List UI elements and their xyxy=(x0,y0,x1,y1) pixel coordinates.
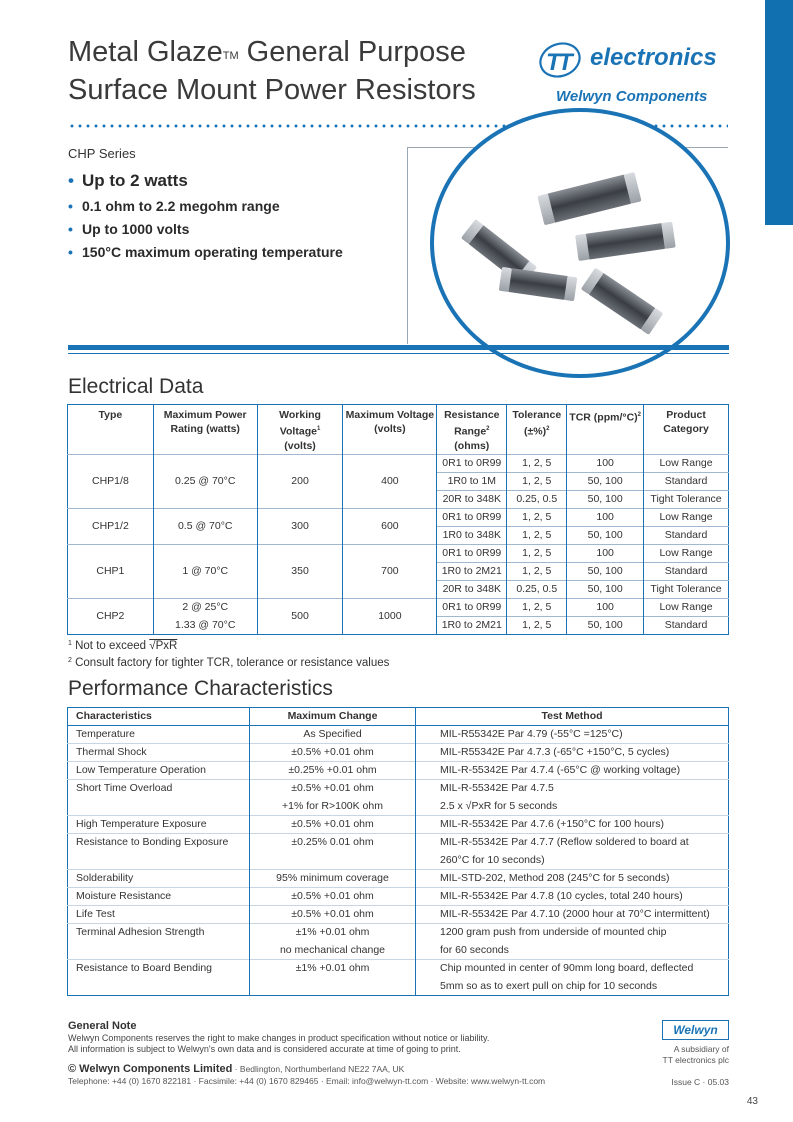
test-method-cell: MIL-R55342E Par 4.7.3 (-65°C +150°C, 5 cycles) xyxy=(416,744,729,762)
section-divider-thin xyxy=(68,353,729,354)
test-method-cell: MIL-R-55342E Par 4.7.10 (2000 hour at 70°C intermittent) xyxy=(416,906,729,924)
column-header: Maximum Power Rating (watts) xyxy=(153,405,257,455)
power-cell: 1 @ 70°C xyxy=(153,545,257,599)
table-row xyxy=(68,599,729,617)
product-photo xyxy=(430,108,730,378)
footnote-ref: 2 xyxy=(486,426,490,432)
max-change-cell xyxy=(250,852,416,870)
max-voltage-cell: 400 xyxy=(343,455,437,509)
test-method-cell: 5mm so as to exert pull on chip for 10 seconds xyxy=(440,979,658,992)
contact-line: Telephone: +44 (0) 1670 822181 · Facsimile: +44 (0) 1670 829465 · Email: info@welwyn-tt.com · Website: www.welwyn-tt.com xyxy=(68,1076,546,1086)
characteristic-cell xyxy=(68,942,250,960)
characteristic-cell: Moisture Resistance xyxy=(68,888,250,906)
header-text: Tolerance (±%) xyxy=(512,409,562,438)
max-change-cell: ±0.5% +0.01 ohm xyxy=(250,906,416,924)
column-header xyxy=(437,405,507,455)
subsidiary-line: TT electronics plc xyxy=(662,1055,729,1065)
footnote-marker: 2 xyxy=(68,657,72,664)
footnote-1 xyxy=(68,640,177,652)
characteristic-cell xyxy=(68,852,250,870)
test-method-cell: MIL-R-55342E Par 4.7.4 (-65°C @ working voltage) xyxy=(416,762,729,780)
footnote-ref: 1 xyxy=(316,426,321,432)
column-header: Test Method xyxy=(416,708,729,726)
column-header xyxy=(567,405,644,455)
max-change-cell: ±1% +0.01 ohm xyxy=(250,960,416,978)
category-cell: Standard xyxy=(644,527,729,545)
header-text: TCR (ppm/°C) xyxy=(569,411,638,424)
table-row xyxy=(68,870,729,888)
tcr-cell: 100 xyxy=(567,545,644,563)
max-change-cell: no mechanical change xyxy=(250,942,416,960)
table-row xyxy=(68,978,729,996)
max-change-cell: ±0.25% +0.01 ohm xyxy=(250,762,416,780)
test-method-cell: 2.5 x √PxR for 5 seconds xyxy=(440,799,558,812)
category-cell: Standard xyxy=(644,617,729,635)
tcr-cell: 100 xyxy=(567,509,644,527)
sqrt-formula: √PxR xyxy=(149,640,178,652)
type-cell: CHP2 xyxy=(68,599,154,635)
header-text: (volts) xyxy=(284,439,316,452)
column-header: Type xyxy=(68,405,154,455)
characteristic-cell: Resistance to Bonding Exposure xyxy=(68,834,250,852)
table-header-row xyxy=(68,405,729,455)
characteristic-cell: Temperature xyxy=(68,726,250,744)
max-voltage-cell: 1000 xyxy=(343,599,437,635)
working-voltage-cell: 200 xyxy=(257,455,343,509)
max-change-cell: ±0.5% +0.01 ohm xyxy=(250,744,416,762)
range-cell: 1R0 to 2M21 xyxy=(437,563,507,581)
tcr-cell: 50, 100 xyxy=(567,473,644,491)
test-method-cell: 260°C for 10 seconds) xyxy=(440,853,545,866)
max-change-cell: As Specified xyxy=(250,726,416,744)
test-method-cell: 1200 gram push from underside of mounted chip xyxy=(416,924,729,942)
category-cell: Low Range xyxy=(644,509,729,527)
svg-text:T: T xyxy=(546,49,561,76)
general-note-title: General Note xyxy=(68,1020,137,1032)
range-cell: 20R to 348K xyxy=(437,581,507,599)
trademark: TM xyxy=(222,50,239,62)
characteristic-cell: Terminal Adhesion Strength xyxy=(68,924,250,942)
range-cell: 1R0 to 1M xyxy=(437,473,507,491)
tcr-cell: 50, 100 xyxy=(567,617,644,635)
power-cell: 1.33 @ 70°C xyxy=(153,617,257,635)
company-name: © Welwyn Components Limited xyxy=(68,1063,233,1075)
column-header: Maximum Voltage (volts) xyxy=(343,405,437,455)
tolerance-cell: 0.25, 0.5 xyxy=(507,581,567,599)
footnote-ref: 2 xyxy=(637,412,641,418)
performance-heading: Performance Characteristics xyxy=(68,677,333,700)
table-row xyxy=(68,888,729,906)
electrical-data-table xyxy=(67,404,729,635)
page-number: 43 xyxy=(746,1096,758,1107)
table-row xyxy=(68,852,729,870)
category-cell: Low Range xyxy=(644,455,729,473)
performance-table xyxy=(67,707,729,996)
characteristic-cell: Resistance to Board Bending xyxy=(68,960,250,978)
working-voltage-cell: 500 xyxy=(257,599,343,635)
characteristic-cell: High Temperature Exposure xyxy=(68,816,250,834)
page-title xyxy=(68,33,476,109)
table-row xyxy=(68,816,729,834)
section-tab xyxy=(765,0,793,225)
tolerance-cell: 1, 2, 5 xyxy=(507,617,567,635)
column-header xyxy=(507,405,567,455)
table-row xyxy=(68,762,729,780)
test-method-cell: MIL-R-55342E Par 4.7.8 (10 cycles, total 240 hours) xyxy=(416,888,729,906)
tolerance-cell: 1, 2, 5 xyxy=(507,473,567,491)
max-change-cell: ±0.5% +0.01 ohm xyxy=(250,888,416,906)
subsidiary-note xyxy=(640,1044,729,1066)
type-cell: CHP1/2 xyxy=(68,509,154,545)
feature-item: • Up to 2 watts xyxy=(68,170,343,192)
max-voltage-cell: 700 xyxy=(343,545,437,599)
column-header: Maximum Change xyxy=(250,708,416,726)
general-note-line: All information is subject to Welwyn's own data and is considered accurate at time of going to print. xyxy=(68,1044,461,1054)
company-line xyxy=(68,1063,404,1075)
feature-item: • 0.1 ohm to 2.2 megohm range xyxy=(68,195,343,218)
working-voltage-cell: 350 xyxy=(257,545,343,599)
table-row xyxy=(68,798,729,816)
logo-subtitle: Welwyn Components xyxy=(556,88,708,105)
tcr-cell: 50, 100 xyxy=(567,563,644,581)
category-cell: Tight Tolerance xyxy=(644,491,729,509)
tolerance-cell: 1, 2, 5 xyxy=(507,563,567,581)
category-cell: Low Range xyxy=(644,545,729,563)
table-row xyxy=(68,509,729,527)
series-label: CHP Series xyxy=(68,146,136,161)
test-method-cell: for 60 seconds xyxy=(440,943,509,956)
max-voltage-cell: 600 xyxy=(343,509,437,545)
table-row xyxy=(68,924,729,942)
test-method-cell: MIL-R-55342E Par 4.7.5 xyxy=(416,780,729,798)
test-method-cell: MIL-STD-202, Method 208 (245°C for 5 seconds) xyxy=(416,870,729,888)
range-cell: 20R to 348K xyxy=(437,491,507,509)
column-header: Product Category xyxy=(663,409,709,435)
feature-item: • Up to 1000 volts xyxy=(68,218,343,241)
range-cell: 0R1 to 0R99 xyxy=(437,545,507,563)
max-change-cell: ±1% +0.01 ohm xyxy=(250,924,416,942)
tcr-cell: 50, 100 xyxy=(567,581,644,599)
footnote-ref: 2 xyxy=(546,426,550,432)
characteristic-cell: Solderability xyxy=(68,870,250,888)
feature-list xyxy=(68,170,343,264)
title-line-2: Surface Mount Power Resistors xyxy=(68,74,476,106)
category-cell: Low Range xyxy=(644,599,729,617)
table-row xyxy=(68,780,729,798)
footnote-2 xyxy=(68,657,389,669)
range-cell: 0R1 to 0R99 xyxy=(437,455,507,473)
test-method-cell: MIL-R-55342E Par 4.7.7 (Reflow soldered to board at xyxy=(416,834,729,852)
logo-brand: electronics xyxy=(590,44,717,71)
category-cell: Standard xyxy=(644,473,729,491)
tcr-cell: 100 xyxy=(567,599,644,617)
tolerance-cell: 1, 2, 5 xyxy=(507,527,567,545)
max-change-cell: ±0.5% +0.01 ohm xyxy=(250,780,416,798)
header-text: Resistance Range xyxy=(444,409,500,438)
range-cell: 0R1 to 0R99 xyxy=(437,509,507,527)
max-change-cell: ±0.25% 0.01 ohm xyxy=(250,834,416,852)
type-cell: CHP1 xyxy=(68,545,154,599)
table-row xyxy=(68,960,729,978)
general-note-line: Welwyn Components reserves the right to make changes in product specification without notice or liability. xyxy=(68,1033,490,1043)
tt-logo-icon xyxy=(538,40,586,80)
characteristic-cell: Low Temperature Operation xyxy=(68,762,250,780)
characteristic-cell xyxy=(68,798,250,816)
table-row xyxy=(68,726,729,744)
footnote-text: Not to exceed xyxy=(75,640,150,652)
issue-label: Issue C · 05.03 xyxy=(671,1077,729,1087)
welwyn-logo: Welwyn xyxy=(662,1020,729,1040)
characteristic-cell: Life Test xyxy=(68,906,250,924)
tt-electronics-logo xyxy=(538,40,730,112)
table-header-row xyxy=(68,708,729,726)
table-row xyxy=(68,942,729,960)
characteristic-cell xyxy=(68,978,250,996)
tolerance-cell: 1, 2, 5 xyxy=(507,455,567,473)
table-row xyxy=(68,744,729,762)
footnote-text: Consult factory for tighter TCR, tolerance or resistance values xyxy=(75,657,390,669)
max-change-cell: ±0.5% +0.01 ohm xyxy=(250,816,416,834)
column-header xyxy=(257,405,343,455)
header-text: (ohms) xyxy=(454,439,490,452)
tcr-cell: 50, 100 xyxy=(567,491,644,509)
column-header: Characteristics xyxy=(68,708,250,726)
max-change-cell xyxy=(250,978,416,996)
working-voltage-cell: 300 xyxy=(257,509,343,545)
power-cell: 0.25 @ 70°C xyxy=(153,455,257,509)
test-method-cell: MIL-R-55342E Par 4.7.6 (+150°C for 100 hours) xyxy=(416,816,729,834)
svg-text:T: T xyxy=(558,49,573,76)
header-text: Working Voltage xyxy=(279,409,321,438)
table-row xyxy=(68,906,729,924)
electrical-data-heading: Electrical Data xyxy=(68,375,204,398)
characteristic-cell: Thermal Shock xyxy=(68,744,250,762)
characteristic-cell: Short Time Overload xyxy=(68,780,250,798)
test-method-cell: Chip mounted in center of 90mm long board, deflected xyxy=(416,960,729,978)
section-divider xyxy=(68,345,729,350)
test-method-cell: MIL-R55342E Par 4.79 (-55°C =125°C) xyxy=(416,726,729,744)
range-cell: 1R0 to 348K xyxy=(437,527,507,545)
company-address: · Bedlington, Northumberland NE22 7AA, UK xyxy=(232,1064,405,1074)
table-row xyxy=(68,455,729,473)
range-cell: 0R1 to 0R99 xyxy=(437,599,507,617)
max-change-cell: +1% for R>100K ohm xyxy=(250,798,416,816)
tcr-cell: 100 xyxy=(567,455,644,473)
range-cell: 1R0 to 2M21 xyxy=(437,617,507,635)
category-cell: Standard xyxy=(644,563,729,581)
general-note-text xyxy=(68,1033,628,1055)
tolerance-cell: 1, 2, 5 xyxy=(507,599,567,617)
power-cell: 2 @ 25°C xyxy=(153,599,257,617)
subsidiary-line: A subsidiary of xyxy=(673,1044,729,1054)
feature-item: • 150°C maximum operating temperature xyxy=(68,241,343,264)
tcr-cell: 50, 100 xyxy=(567,527,644,545)
table-row xyxy=(68,834,729,852)
max-change-cell: 95% minimum coverage xyxy=(250,870,416,888)
tolerance-cell: 1, 2, 5 xyxy=(507,545,567,563)
power-cell: 0.5 @ 70°C xyxy=(153,509,257,545)
title-part: Metal Glaze xyxy=(68,36,223,68)
tolerance-cell: 0.25, 0.5 xyxy=(507,491,567,509)
table-row xyxy=(68,545,729,563)
footnote-marker: 1 xyxy=(68,640,72,647)
category-cell: Tight Tolerance xyxy=(644,581,729,599)
tolerance-cell: 1, 2, 5 xyxy=(507,509,567,527)
title-part: General Purpose xyxy=(238,36,466,68)
type-cell: CHP1/8 xyxy=(68,455,154,509)
resistor-chips-image xyxy=(434,112,726,374)
